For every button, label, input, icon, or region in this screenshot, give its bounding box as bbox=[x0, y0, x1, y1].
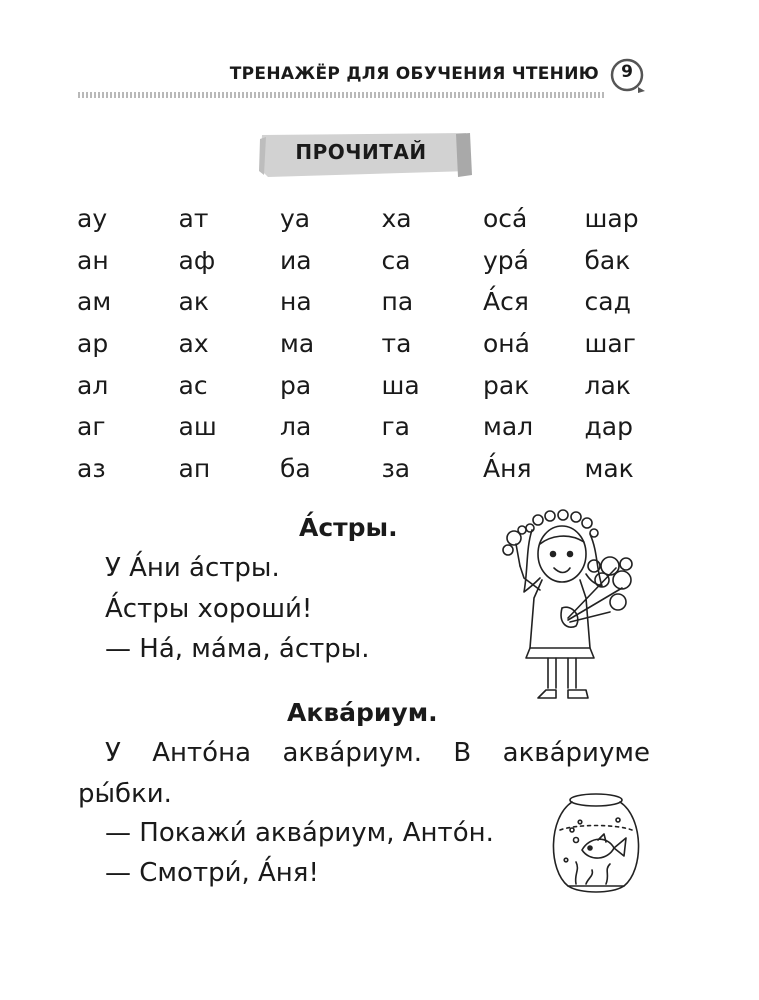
syllable-row bbox=[77, 448, 697, 490]
header-title: ТРЕНАЖЁР ДЛЯ ОБУЧЕНИЯ ЧТЕНИЮ bbox=[229, 64, 599, 84]
syllable: са bbox=[381, 245, 411, 275]
syllable: ау bbox=[77, 204, 108, 234]
syllable: ар bbox=[77, 329, 109, 359]
story-line: — Смотри́, А́ня! bbox=[105, 858, 319, 888]
syllable: оса́ bbox=[483, 204, 528, 234]
syllable: ша bbox=[381, 370, 420, 400]
syllable: ак bbox=[178, 287, 209, 317]
syllable: уа bbox=[280, 204, 311, 234]
syllable-row bbox=[77, 281, 697, 323]
fishbowl-illustration bbox=[546, 790, 646, 900]
syllable: за bbox=[381, 453, 411, 483]
story-word: аква́риуме bbox=[502, 738, 650, 768]
story-word: Анто́на bbox=[152, 738, 252, 768]
syllable: А́ня bbox=[483, 453, 532, 483]
story-word: В bbox=[453, 738, 472, 768]
syllable: аг bbox=[77, 412, 106, 442]
syllable: мал bbox=[483, 412, 534, 442]
story-title-aquarium: Аква́риум. bbox=[287, 698, 438, 727]
syllable: ма bbox=[280, 329, 315, 359]
syllable: аз bbox=[77, 453, 106, 483]
story-line: У А́ни а́стры. bbox=[105, 553, 280, 583]
page-number: 9 bbox=[621, 62, 633, 82]
syllable: ра bbox=[280, 370, 312, 400]
syllable-row bbox=[77, 323, 697, 365]
syllable: она́ bbox=[483, 329, 530, 359]
syllable: ура́ bbox=[483, 245, 529, 275]
syllable: аш bbox=[178, 412, 217, 442]
syllable-row bbox=[77, 198, 697, 240]
header-divider bbox=[78, 92, 606, 98]
syllable: дар bbox=[584, 412, 633, 442]
syllable: бак bbox=[584, 245, 631, 275]
syllable: ла bbox=[280, 412, 312, 442]
syllable: на bbox=[280, 287, 312, 317]
syllable: ап bbox=[178, 453, 211, 483]
syllable: мак bbox=[584, 453, 634, 483]
syllable-row bbox=[77, 240, 697, 282]
syllable: га bbox=[381, 412, 410, 442]
syllable: аф bbox=[178, 245, 216, 275]
syllable: шаг bbox=[584, 329, 636, 359]
syllable: сад bbox=[584, 287, 631, 317]
syllable: ба bbox=[280, 453, 311, 483]
syllable: ам bbox=[77, 287, 112, 317]
story-line bbox=[105, 738, 650, 768]
syllable: шар bbox=[584, 204, 639, 234]
syllable: ат bbox=[178, 204, 209, 234]
syllable: ал bbox=[77, 370, 109, 400]
syllable: иа bbox=[280, 245, 312, 275]
syllable: А́ся bbox=[483, 287, 529, 317]
syllable: ха bbox=[381, 204, 412, 234]
story-title-asters: А́стры. bbox=[299, 513, 398, 542]
syllable-row bbox=[77, 364, 697, 406]
syllable: рак bbox=[483, 370, 530, 400]
story-line: А́стры хороши́! bbox=[105, 594, 313, 624]
read-banner-label: ПРОЧИТАЙ bbox=[295, 140, 427, 164]
syllable: ас bbox=[178, 370, 208, 400]
syllable: ах bbox=[178, 329, 209, 359]
syllable: та bbox=[381, 329, 412, 359]
syllable: ан bbox=[77, 245, 109, 275]
story-word: аква́риум. bbox=[282, 738, 422, 768]
syllable: лак bbox=[584, 370, 631, 400]
story-line: — На́, ма́ма, а́стры. bbox=[105, 634, 370, 664]
syllable: па bbox=[381, 287, 414, 317]
story-line: — Покажи́ аква́риум, Анто́н. bbox=[105, 818, 494, 848]
story-line: ры́бки. bbox=[78, 779, 172, 809]
story-word: У bbox=[105, 738, 121, 768]
girl-with-flowers-illustration bbox=[498, 508, 638, 708]
syllable-grid bbox=[77, 198, 697, 489]
syllable-row bbox=[77, 406, 697, 448]
